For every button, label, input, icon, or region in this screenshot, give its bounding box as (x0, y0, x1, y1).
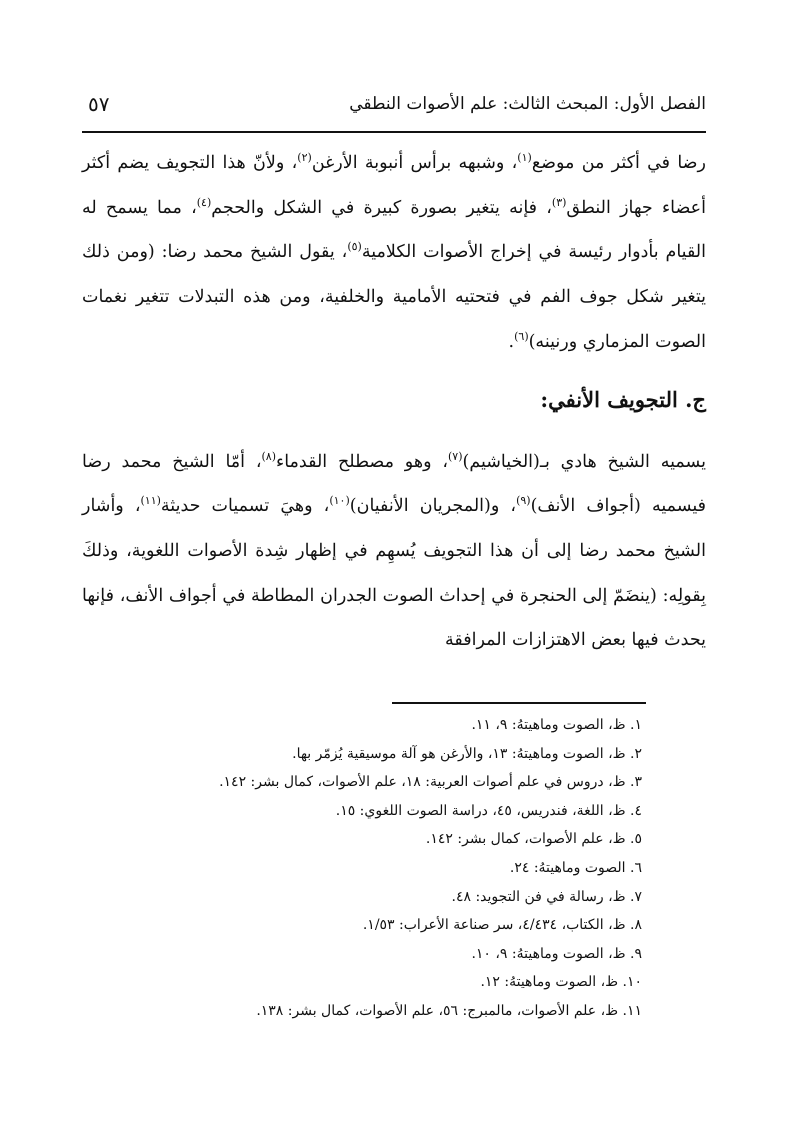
text-run: ، وشبهه برأس أنبوبة الأرغن (311, 153, 518, 173)
footnote-item: ٦. الصوت وماهيتهُ: ٢٤. (509, 859, 642, 876)
footnote-marker: (٥) (347, 240, 362, 254)
footnote-marker: (٧) (447, 449, 463, 463)
page-number: ٥٧ (88, 92, 110, 116)
text-run: . (508, 331, 515, 352)
footnote-marker: (٩) (516, 494, 531, 508)
footnote-marker: (٣) (551, 195, 567, 209)
footnote-marker: (١٠) (329, 494, 350, 508)
text-run: ، يقول الشيخ محمد رضا: (ومن ذلك يتغير شكل جوف الفم في فتحتيه الأمامية والخلفية، ومن هذه التبدلات تتغير نغمات الصوت المزماري ورنينه) (82, 242, 706, 352)
text-run: ، أمّا الشيخ محمد رضا فيسميه (أجواف الأنف) (82, 451, 707, 517)
text-run: ، فإنه يتغير بصورة كبيرة في الشكل والحجم (211, 197, 552, 218)
text-run: رضا في أكثر من موضع (531, 153, 706, 173)
footnote-marker: (٨) (261, 449, 276, 463)
footnote-divider (392, 702, 646, 704)
header-divider (82, 131, 706, 133)
text-run: ، وهو مصطلح القدماء (276, 451, 448, 472)
footnote-item: ٩. ظ، الصوت وماهيتهُ: ٩، ١٠. (471, 945, 642, 962)
body-text (82, 141, 706, 663)
footnote-marker: (١) (517, 151, 532, 165)
footnote-item: ٧. ظ، رسالة في فن التجويد: ٤٨. (451, 888, 642, 905)
footnote-item: ٢. ظ، الصوت وماهيتهُ: ١٣، والأرغن هو آلة موسيقية يُزمّر بها. (292, 745, 642, 762)
text-run: يسميه الشيخ هادي بـ(الخياشيم) (462, 451, 706, 472)
text-run: ، وهيَ تسميات حديثة (160, 496, 330, 517)
footnote-item: ٥. ظ، علم الأصوات، كمال بشر: ١٤٢. (425, 831, 642, 848)
footnote-marker: (١١) (140, 494, 161, 508)
footnote-marker: (٤) (196, 195, 212, 209)
footnote-item: ٣. ظ، دروس في علم أصوات العربية: ١٨، علم الأصوات، كمال بشر: ١٤٢. (219, 774, 642, 791)
running-title: الفصل الأول: المبحث الثالث: علم الأصوات النطقي (349, 94, 706, 114)
text-run: ، ولأنّ هذا التجويف يضم أكثر أعضاء جهاز النطق (82, 153, 706, 218)
footnote-item: ١. ظ، الصوت وماهيتهُ: ٩، ١١. (471, 717, 642, 733)
paragraph-oral-cavity (82, 141, 706, 365)
text-run: ، مما يسمح له القيام بأدوار رئيسة في إخراج الأصوات الكلامية (82, 197, 707, 263)
footnote-item: ١١. ظ، علم الأصوات، مالمبرج: ٥٦، علم الأصوات، كمال بشر: ١٣٨. (256, 1002, 642, 1019)
footnote-marker: (٢) (297, 151, 312, 165)
section-heading: ج. التجويف الأنفي: (540, 386, 706, 412)
footnotes-list (82, 711, 642, 1026)
footnote-item: ٤. ظ، اللغة، فندريس، ٤٥، دراسة الصوت اللغوي: ١٥. (335, 802, 642, 819)
footnote-marker: (٦) (514, 329, 529, 343)
text-run: ، وأشار الشيخ محمد رضا إلى أن هذا التجويف يُسهِم في إظهار شِدة الأصوات اللغوية، وذلكَ بِقولِه: (ينضَمّ إلى الحنجرة في إحداث الصوت الجدران المطاطة في أجواف الأنف، فإنها يحدث فيها بعض الاهتزازات المرافقة (82, 496, 706, 651)
footnote-item: ١٠. ظ، الصوت وماهيتهُ: ١٢. (480, 974, 642, 991)
paragraph-nasal-cavity (82, 440, 706, 664)
page-header (82, 88, 706, 128)
text-run: ، و(المجريان الأنفيان) (349, 496, 517, 517)
footnote-item: ٨. ظ، الكتاب، ٤/٤٣٤، سر صناعة الأعراب: ١/٥٣. (362, 917, 642, 934)
